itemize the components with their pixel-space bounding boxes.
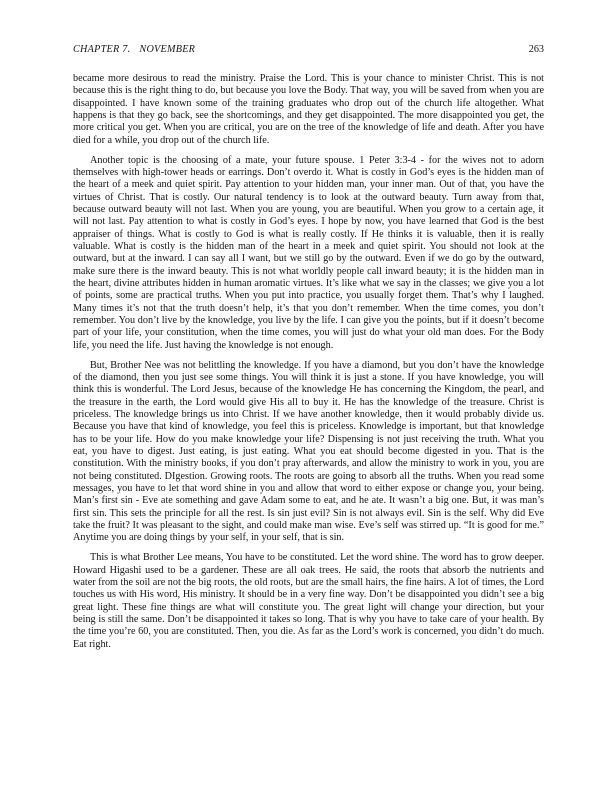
paragraph-2: Another topic is the choosing of a mate, your future spouse. 1 Peter 3:3-4 - for the wives not to adorn themselves with high-tower heads or earrings. Don’t overdo it. What is costly in God’s eyes is the hidden man of the heart of a meek and quiet spirit. Pay attention to your hidden man, your inner man. Out of that, you have the virtues of Christ. That is costly. Our natural tendency is to look at the outward beauty. Turn away from that, because outward beauty will not last. When you are young, you are beautiful. When you grow to a certain age, it will not last. Pay attention to what is costly in God’s eyes. I hope by now, you have learned that God is the best appraiser of things. What is costly to God is what is really costly. If He thinks it is valuable, then it is really valuable. What is costly is the hidden man of the heart in a meek and quiet spirit. You should not look at the outward, but at the inward. I can say all I want, but we still go by the outward. Even if we do go by the outward, make sure there is the inward beauty. This is not what worldly people call inward beauty; it is the hidden man in the heart, divine attributes hidden in human aromatic virtues. It’s like what we say in the classes; we give you a lot of points, some are practical truths. When you put into practice, you usually forget them. That’s why I laughed. Many times it’s not that the truth doesn’t help, it’s that you don’t remember. When the time comes, you don’t remember. You don’t live by the knowledge, you live by the life. I can give you the points, but if it doesn’t become part of your life, your constitution, when the time comes, you will just do what your old man does. For the Body life, you need the life. Just having the knowledge is not enough. [73, 154, 544, 351]
chapter-header [73, 44, 195, 56]
page-number: 263 [528, 44, 544, 55]
page-header [73, 44, 544, 56]
section-label: NOVEMBER [139, 44, 196, 55]
paragraph-4: This is what Brother Lee means, You have to be constituted. Let the word shine. The word has to grow deeper. Howard Higashi used to be a gardener. These are all oak trees. He said, the roots that absorb the nutrients and water from the soil are not the big roots, the old roots, but are the small hairs, the fine hairs. A lot of times, the Lord touches us with His word, His ministry. It should be in a very fine way. Don’t be disappointed you didn’t see a big great light. These fine things are what will constitute you. The great light will change your direction, but your being is still the same. Don’t be disappointed it takes so long. That is why you have to take care of your health. By the time you’re 60, you are constituted. Then, you die. As far as the Lord’s work is concerned, you didn’t do much. Eat right. [73, 552, 544, 650]
paragraph-1: became more desirous to read the ministry. Praise the Lord. This is your chance to minister Christ. This is not because this is the right thing to do, but because you love the Body. That way, you will be saved from when you are disappointed. I have known some of the training graduates who drop out of the church life altogether. What happens is that they go back, see the shortcomings, and they get disappointed. The more disappointed you get, the more critical you get. When you are critical, you are on the tree of the knowledge of life and death. After you have died for a while, you drop out of the church life. [73, 73, 544, 146]
chapter-label: CHAPTER 7. [73, 44, 131, 55]
page-body [73, 73, 544, 651]
paragraph-3: But, Brother Nee was not belittling the knowledge. If you have a diamond, but you don’t have the knowledge of the diamond, then you just see some things. You will think it is just a stone. If you have knowledge, you will think this is wonderful. The Lord Jesus, because of the knowledge He has concerning the Kingdom, the pearl, and the treasure in the earth, the Lord would give His all to buy it. He has the knowledge of the treasure. Christ is priceless. The knowledge brings us into Christ. If we have another knowledge, then it would probably divide us. Because you have that kind of knowledge, you feel this is priceless. Knowledge is important, but that knowledge has to be your life. How do you make knowledge your life? Dispensing is not just receiving the truth. What you eat, you have to digest. Just eating, is just eating. What you eat should become digested in you. That is the constitution. With the ministry books, if you don’t pray afterwards, and allow the ministry to work in you, you are not being constituted. DIgestion. Growing roots. The roots are going to absorb all the truths. When you read some messages, you have to let that word shine in you and allow that word to either expose or change you, your being. Man’s first sin - Eve ate something and gave Adam some to eat, and he ate. It wasn’t a big one. But, it was man’s first sin. This sets the principle for all the rest. Is sin just evil? Sin is not always evil. Sin is the self. Why did Eve take the fruit? It was pleasant to the sight, and could make man wise. Eve’s self was stirred up. “It is good for me.” Anytime you are doing things by your self, in your self, that is sin. [73, 359, 544, 544]
